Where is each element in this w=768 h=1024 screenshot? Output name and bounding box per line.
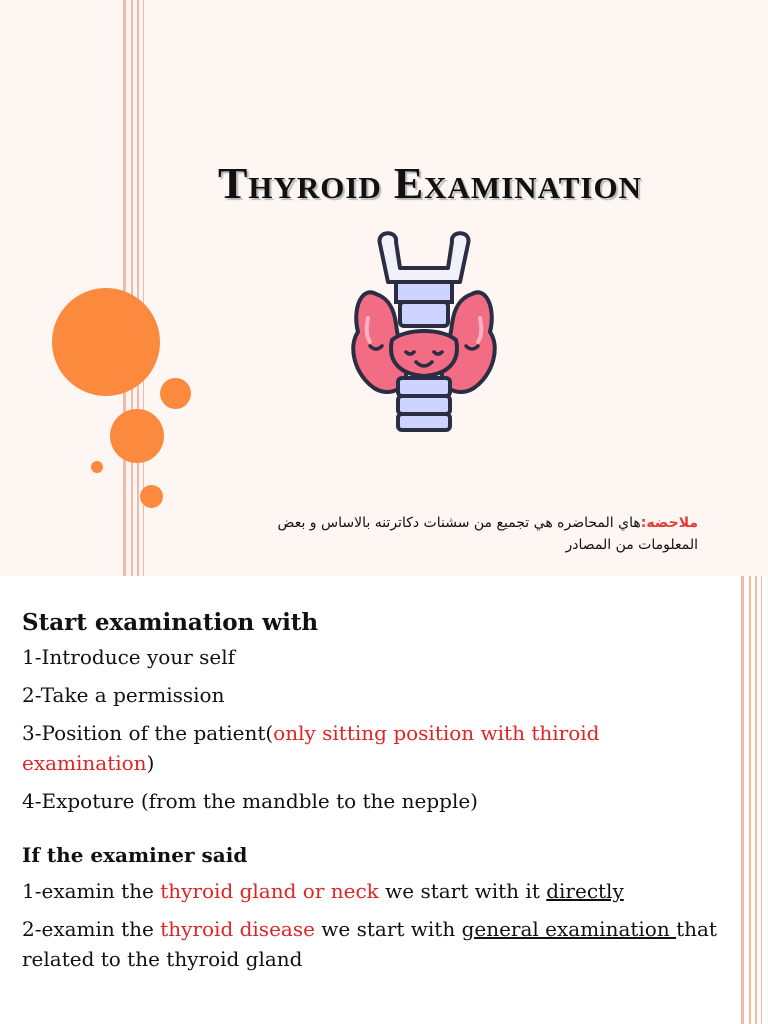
section-heading: Start examination with — [22, 609, 319, 636]
step-item: 2-Take a permission — [22, 683, 225, 707]
decor-circle — [140, 485, 163, 508]
step-item — [22, 718, 728, 778]
case-text: we start with — [314, 917, 462, 941]
step-item: 4-Expoture (from the mandble to the nepple) — [22, 789, 478, 813]
underlined-text: directly — [546, 879, 624, 903]
decor-circle-large — [52, 288, 160, 396]
note-text: هاي المحاضره هي تجميع من سشنات دكاترتنه بالاساس و بعض المعلومات من المصادر — [277, 515, 698, 553]
case-text: 1-examin the — [22, 879, 161, 903]
highlight-text: only sitting position with thiroid examination — [22, 721, 600, 775]
step-text: ) — [146, 751, 155, 775]
decor-circle — [110, 409, 164, 463]
decor-line — [761, 576, 762, 1024]
decor-line — [131, 0, 133, 576]
case-text: that related to the thyroid gland — [22, 917, 717, 971]
decor-line — [741, 576, 744, 1024]
highlight-text: thyroid disease — [160, 917, 315, 941]
section-heading: If the examiner said — [22, 843, 248, 867]
decor-line — [123, 0, 126, 576]
step-item: 1-Introduce your self — [22, 645, 236, 669]
case-item — [22, 876, 728, 906]
decor-line — [749, 576, 751, 1024]
slide-title — [0, 158, 768, 209]
case-text: 2-examin the — [22, 917, 161, 941]
content-slide — [0, 576, 768, 1024]
underlined-text: general examination — [461, 917, 677, 941]
decor-line — [755, 576, 757, 1024]
case-text: we start with it — [378, 879, 547, 903]
decor-circle-small — [91, 461, 103, 473]
decor-circle — [160, 378, 191, 409]
thyroid-gland-icon — [340, 228, 508, 434]
slide-body — [22, 608, 728, 974]
title-word: Thyroid — [218, 159, 382, 208]
title-word: Examination — [393, 159, 642, 208]
arabic-note — [230, 512, 698, 556]
step-text: 3-Position of the patient( — [22, 721, 274, 745]
decor-line — [137, 0, 139, 576]
highlight-text: thyroid gland or neck — [160, 879, 379, 903]
case-item — [22, 914, 728, 974]
note-label: ملاحضه: — [640, 515, 698, 531]
